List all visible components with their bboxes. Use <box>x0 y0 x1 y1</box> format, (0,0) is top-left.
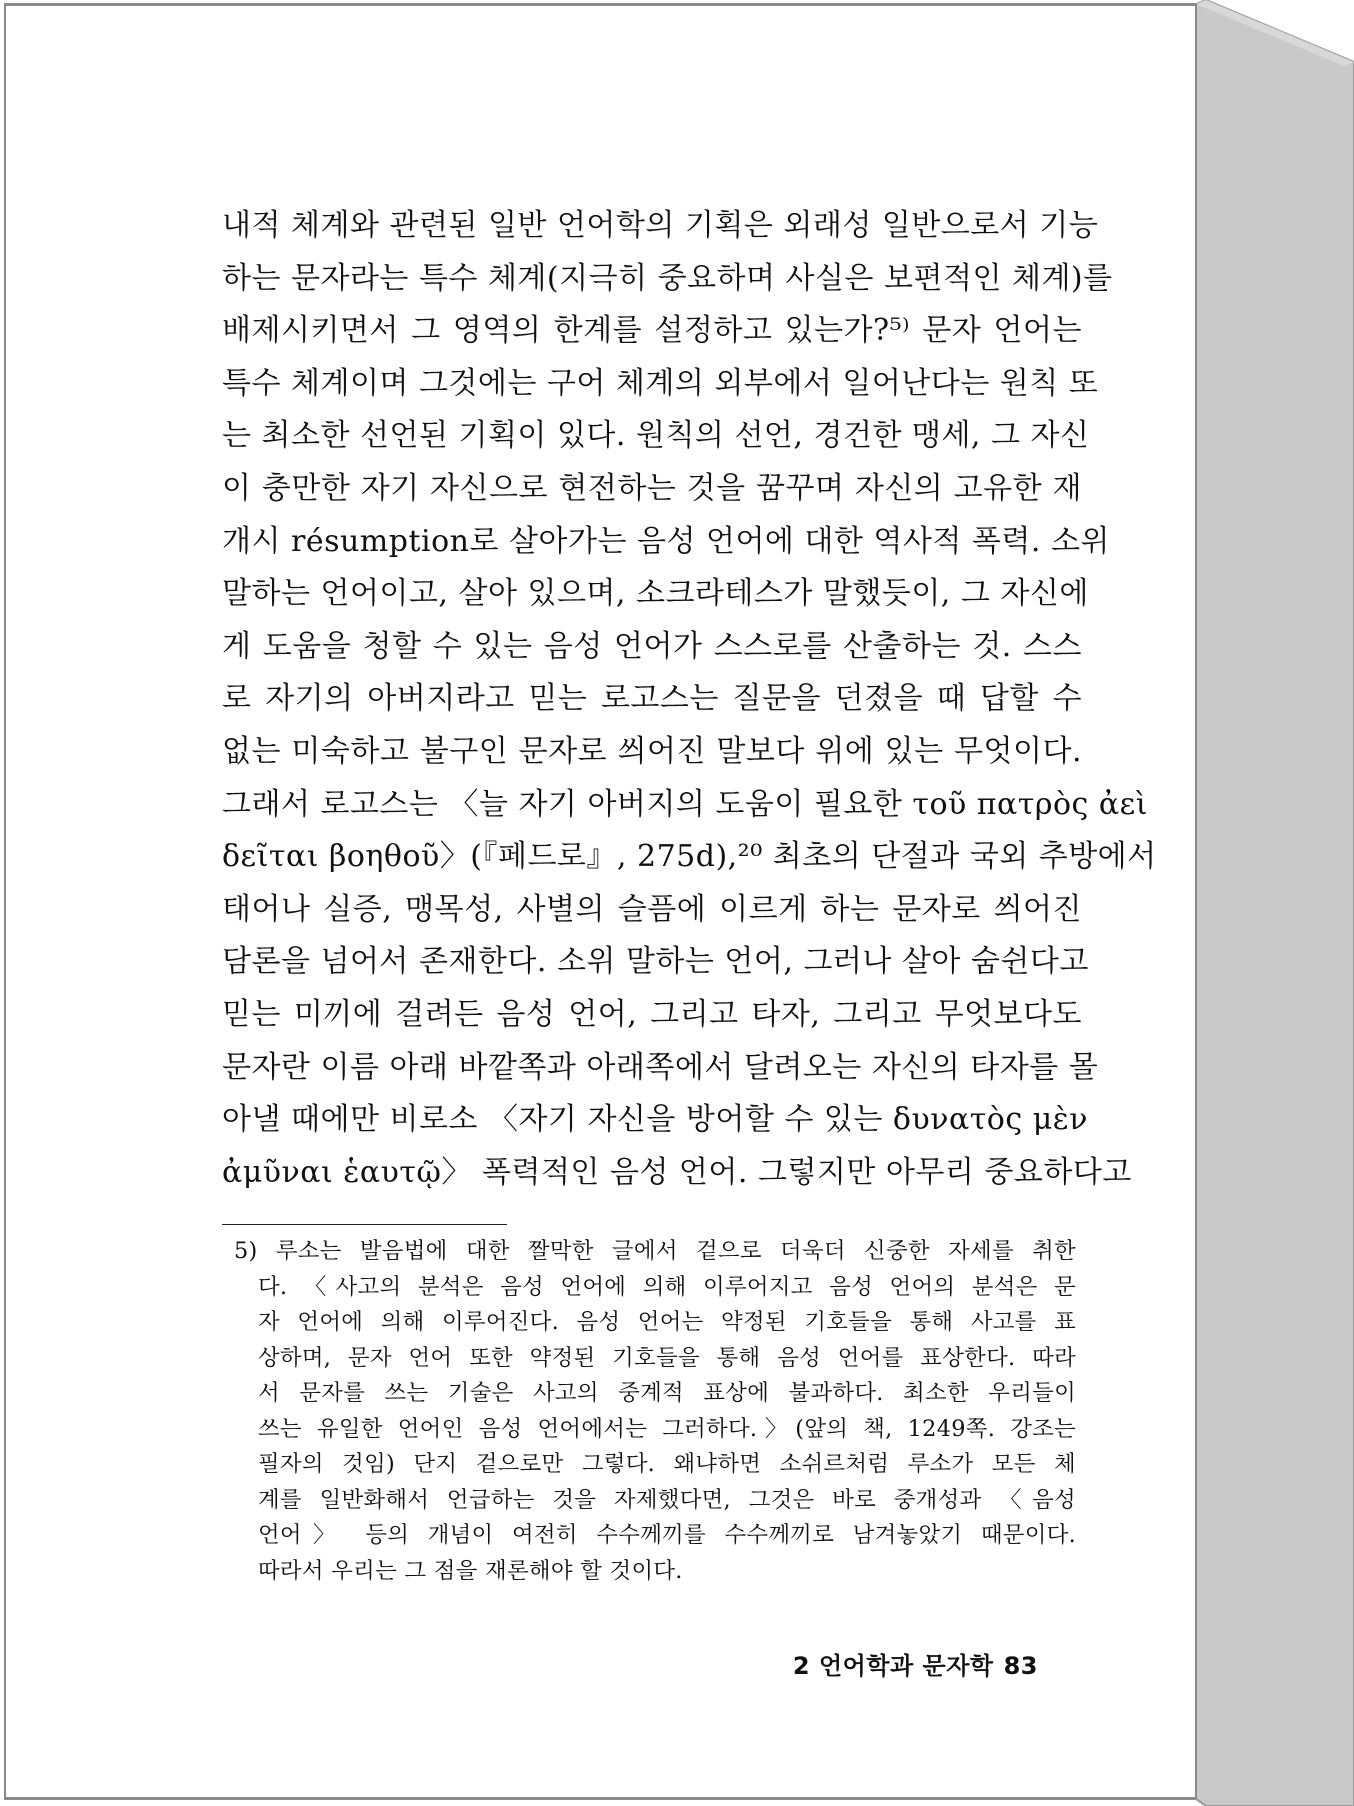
page-number: 83 <box>1003 1652 1038 1680</box>
body-line: 로 자기의 아버지라고 믿는 로고스는 질문을 던졌을 때 답할 수 <box>222 681 1082 717</box>
footnote-line: 5) 루소는 발음법에 대한 짤막한 글에서 겉으로 더욱더 신중한 자세를 취한 <box>234 1238 1076 1264</box>
footnote-line: 필자의 것임) 단지 겉으로만 그렇다. 왜냐하면 소쉬르처럼 루소가 모든 체 <box>258 1451 1076 1477</box>
body-line: 내적 체계와 관련된 일반 언어학의 기획은 외래성 일반으로서 기능 <box>222 208 1099 243</box>
body-line: 문자란 이름 아래 바깥쪽과 아래쪽에서 달려오는 자신의 타자를 몰 <box>222 1049 1099 1085</box>
body-line: ἀμῦναι ἑαυτῷ〉 폭력적인 음성 언어. 그렇지만 아무리 중요하다고 <box>222 1154 1132 1190</box>
footnote-line: 자 언어에 의해 이루어진다. 음성 언어는 약정된 기호들을 통해 사고를 표 <box>258 1309 1076 1335</box>
body-line: 배제시키면서 그 영역의 한계를 설정하고 있는가?⁵⁾ 문자 언어는 <box>222 313 1082 349</box>
body-line: 개시 résumption로 살아가는 음성 언어에 대한 역사적 폭력. 소위 <box>222 523 1110 559</box>
chapter-title: 2 언어학과 문자학 <box>792 1652 994 1680</box>
footnote-line: 상하며, 문자 언어 또한 약정된 기호들을 통해 음성 언어를 표상한다. 따라 <box>258 1344 1076 1371</box>
body-line: 특수 체계이며 그것에는 구어 체계의 외부에서 일어난다는 원칙 또 <box>222 365 1099 401</box>
book-spine <box>1196 0 1354 1806</box>
body-line: 그래서 로고스는 〈늘 자기 아버지의 도움이 필요한 τοῦ πατρὸς ἀεὶ <box>222 786 1148 822</box>
footnote-divider <box>222 1224 507 1225</box>
body-line: 믿는 미끼에 걸려든 음성 언어, 그리고 타자, 그리고 무엇보다도 <box>222 996 1082 1032</box>
body-line: δεῖται βοηθοῦ〉(『페드로』, 275d),²⁰ 최초의 단절과 국외 추방에서 <box>222 839 1157 875</box>
footnote-line: 따라서 우리는 그 점을 재론해야 할 것이다. <box>258 1557 683 1584</box>
footnote-line: 계를 일반화해서 언급하는 것을 자제했다면, 그것은 바로 중개성과 〈음성 <box>258 1486 1076 1513</box>
page-footer <box>783 1646 1038 1681</box>
body-line: 없는 미숙하고 불구인 문자로 씌어진 말보다 위에 있는 무엇이다. <box>222 733 1082 769</box>
book-spine-top <box>1196 0 1354 66</box>
body-line: 게 도움을 청할 수 있는 음성 언어가 스스로를 산출하는 것. 스스 <box>222 628 1082 664</box>
body-line: 담론을 넘어서 존재한다. 소위 말하는 언어, 그러나 살아 숨쉰다고 <box>222 944 1089 980</box>
body-line: 태어나 실증, 맹목성, 사별의 슬픔에 이르게 하는 문자로 씌어진 <box>222 891 1082 927</box>
body-line: 하는 문자라는 특수 체계(지극히 중요하며 사실은 보편적인 체계)를 <box>222 260 1113 296</box>
body-line: 아낼 때에만 비로소 〈자기 자신을 방어할 수 있는 δυνατὸς μὲν <box>222 1102 1089 1138</box>
footnote-line: 언어〉 등의 개념이 여전히 수수께끼를 수수께끼로 남겨놓았기 때문이다. <box>258 1522 1076 1548</box>
body-text <box>222 200 1157 1199</box>
body-line: 는 최소한 선언된 기획이 있다. 원칙의 선언, 경건한 맹세, 그 자신 <box>222 418 1090 454</box>
footnote-line: 쓰는 유일한 언어인 음성 언어에서는 그러하다.〉(앞의 책, 1249쪽. 강조는 <box>258 1415 1076 1442</box>
body-line: 말하는 언어이고, 살아 있으며, 소크라테스가 말했듯이, 그 자신에 <box>222 576 1089 612</box>
footnote-line: 다. 〈사고의 분석은 음성 언어에 의해 이루어지고 음성 언어의 분석은 문 <box>258 1273 1076 1300</box>
body-line: 이 충만한 자기 자신으로 현전하는 것을 꿈꾸며 자신의 고유한 재 <box>222 470 1082 506</box>
footnote-line: 서 문자를 쓰는 기술은 사고의 중계적 표상에 불과하다. 최소한 우리들이 <box>258 1380 1076 1406</box>
footnotes <box>236 1234 1076 1589</box>
